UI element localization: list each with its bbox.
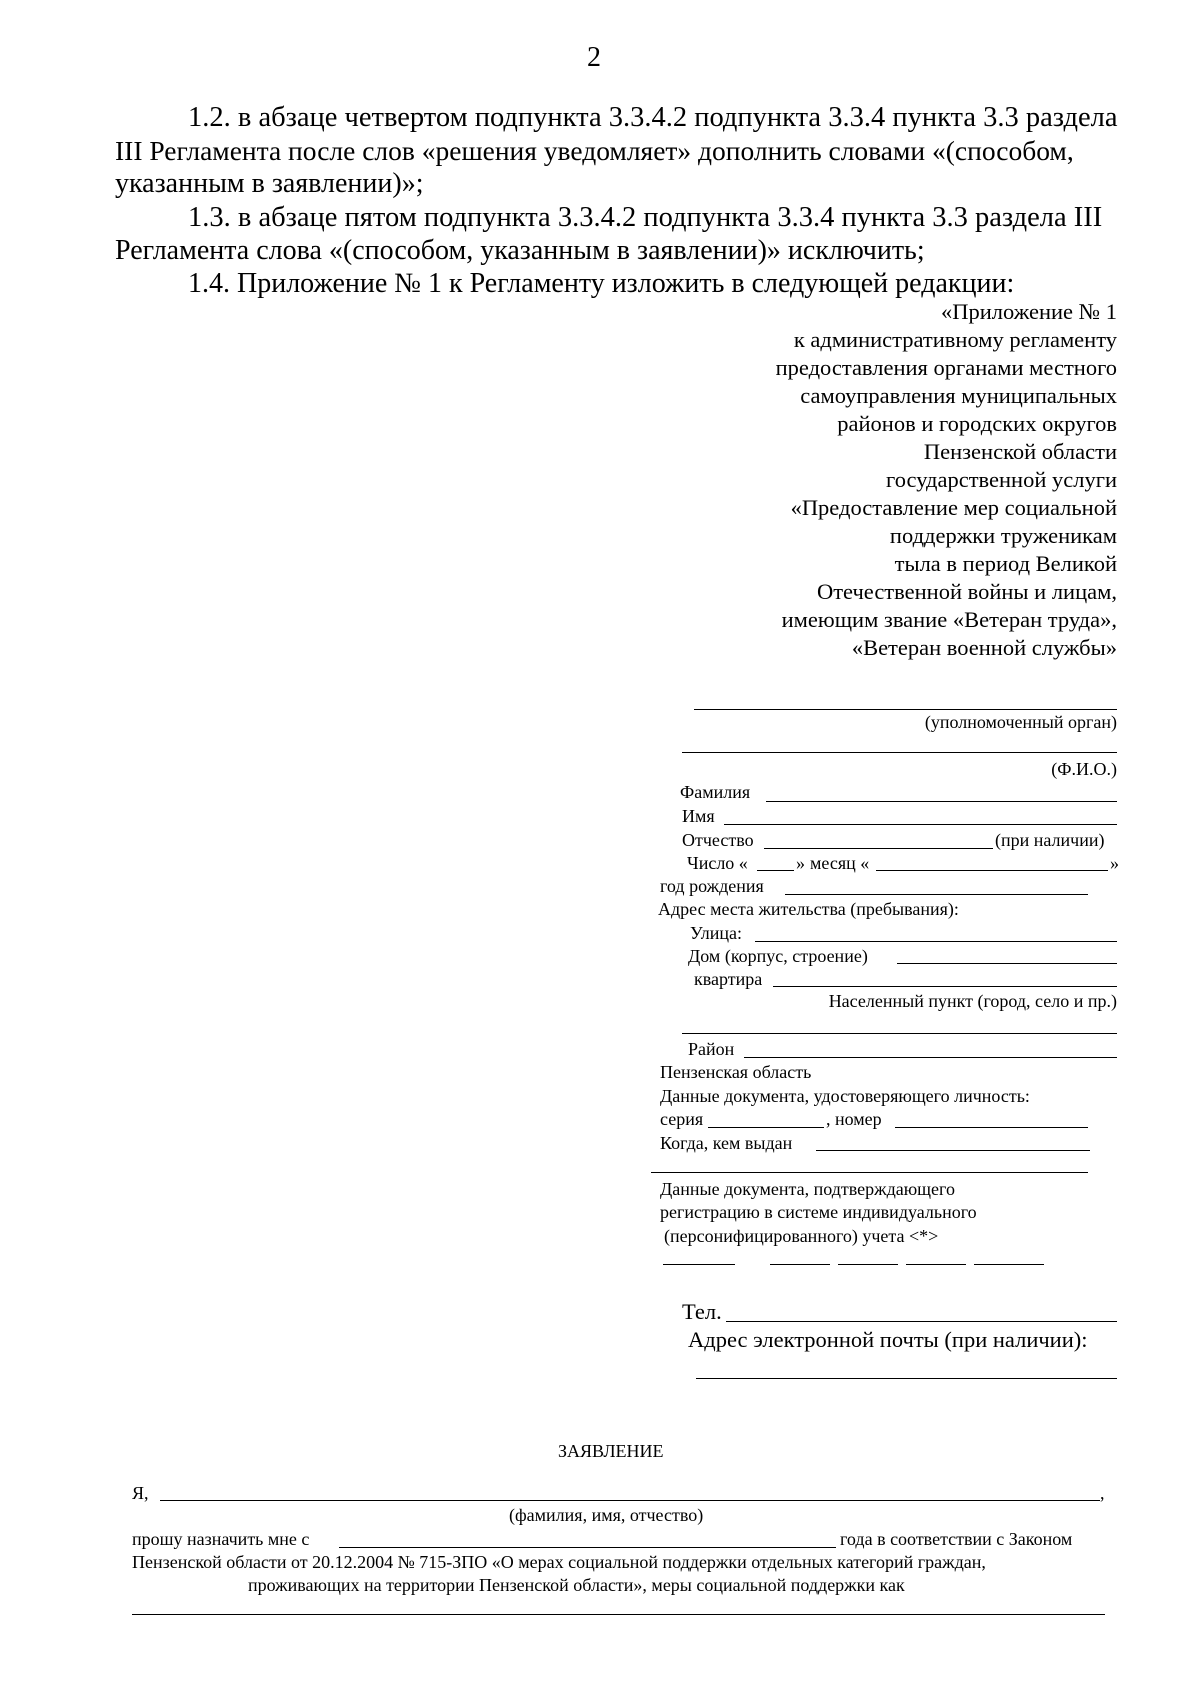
issued-field[interactable] [816, 1150, 1090, 1151]
number-label: , номер [826, 1109, 882, 1129]
region-label: Пензенская область [660, 1062, 812, 1082]
paragraph-1-2-line-2: III Регламента после слов «решения уведомляет» дополнить словами «(способом, [115, 135, 1074, 166]
law-reference-line-1: Пензенской области от 20.12.2004 № 715-ЗПО «О мерах социальной поддержки отдельных категорий граждан, [132, 1552, 986, 1572]
series-label: серия [660, 1109, 704, 1129]
appendix-header-line: предоставления органами местного [775, 355, 1117, 380]
paragraph-1-3-line-1: 1.3. в абзаце пятом подпункта 3.3.4.2 подпункта 3.3.4 пункта 3.3 раздела III [188, 202, 1103, 233]
applicant-fio-field[interactable] [160, 1500, 1100, 1501]
name-field[interactable] [724, 824, 1117, 825]
appendix-header-line: тыла в период Великой [894, 551, 1117, 576]
appendix-header-line: Пензенской области [923, 439, 1117, 464]
street-label: Улица: [690, 923, 742, 943]
snils-header-line-1: Данные документа, подтверждающего [660, 1179, 955, 1199]
page-number: 2 [587, 42, 601, 73]
applicant-comma: , [1100, 1483, 1105, 1503]
appendix-header-line: имеющим звание «Ветеран труда», [781, 607, 1117, 632]
snils-header-line-3: (персонифицированного) учета <*> [664, 1226, 939, 1246]
snils-field-2[interactable] [770, 1264, 830, 1265]
patronymic-field[interactable] [764, 848, 993, 849]
appendix-header-line: самоуправления муниципальных [800, 383, 1117, 408]
address-header: Адрес места жительства (пребывания): [658, 899, 959, 919]
apartment-label: квартира [694, 969, 763, 989]
phone-label: Тел. [682, 1299, 722, 1324]
snils-header-line-2: регистрацию в системе индивидуального [660, 1202, 977, 1222]
district-label: Район [688, 1039, 735, 1059]
applicant-label: Я, [132, 1483, 149, 1503]
birth-day-close-quote: » [796, 853, 805, 873]
appendix-header-line: Отечественной войны и лицам, [816, 579, 1117, 604]
request-start: прошу назначить мне с [132, 1529, 310, 1549]
series-field[interactable] [708, 1127, 824, 1128]
surname-field[interactable] [766, 801, 1117, 802]
birth-day-label: Число « [687, 853, 748, 873]
id-document-header: Данные документа, удостоверяющего личность: [660, 1086, 1030, 1106]
paragraph-1-2-line-3: указанным в заявлении)»; [115, 168, 424, 199]
start-date-field[interactable] [339, 1547, 836, 1548]
appendix-header-line: к административному регламенту [793, 327, 1117, 352]
snils-field-5[interactable] [974, 1264, 1044, 1265]
category-field[interactable] [132, 1614, 1105, 1615]
authority-caption: (уполномоченный орган) [924, 712, 1117, 732]
statement-title: ЗАЯВЛЕНИЕ [558, 1441, 664, 1461]
birth-month-field[interactable] [876, 870, 1108, 871]
email-field[interactable] [696, 1378, 1117, 1379]
paragraph-1-2-line-1: 1.2. в абзаце четвертом подпункта 3.3.4.2 подпункта 3.3.4 пункта 3.3 раздела [188, 102, 1118, 133]
birth-year-label: год рождения [660, 876, 764, 896]
fio-blank[interactable] [682, 752, 1117, 753]
name-label: Имя [682, 806, 715, 826]
appendix-header-line: поддержки труженикам [889, 523, 1117, 548]
fio-caption: (Ф.И.О.) [1051, 759, 1117, 779]
patronymic-if-any: (при наличии) [995, 830, 1105, 850]
street-field[interactable] [755, 941, 1117, 942]
appendix-header-line: «Ветеран военной службы» [851, 635, 1117, 660]
applicant-fio-caption: (фамилия, имя, отчество) [509, 1505, 704, 1525]
appendix-header-line: государственной услуги [886, 467, 1117, 492]
settlement-field[interactable] [682, 1033, 1117, 1034]
birth-month-label: месяц « [810, 853, 870, 873]
snils-field-1[interactable] [663, 1264, 735, 1265]
phone-field[interactable] [726, 1321, 1117, 1322]
house-field[interactable] [897, 963, 1117, 964]
request-end: года в соответствии с Законом [840, 1529, 1073, 1549]
issued-label: Когда, кем выдан [660, 1133, 793, 1153]
birth-year-field[interactable] [785, 894, 1088, 895]
snils-field-4[interactable] [906, 1264, 966, 1265]
apartment-field[interactable] [773, 986, 1117, 987]
birth-day-field[interactable] [757, 870, 794, 871]
surname-label: Фамилия [680, 782, 751, 802]
appendix-header-line: «Предоставление мер социальной [790, 495, 1117, 520]
birth-month-close-quote: » [1110, 853, 1119, 873]
authority-blank[interactable] [694, 709, 1117, 710]
appendix-header-line: «Приложение № 1 [941, 299, 1117, 324]
snils-field-3[interactable] [838, 1264, 898, 1265]
paragraph-1-4: 1.4. Приложение № 1 к Регламенту изложить в следующей редакции: [188, 268, 1015, 299]
issued-field-continued[interactable] [651, 1172, 1088, 1173]
house-label: Дом (корпус, строение) [688, 946, 868, 966]
settlement-caption: Населенный пункт (город, село и пр.) [828, 991, 1117, 1011]
paragraph-1-3-line-2: Регламента слова «(способом, указанным в заявлении)» исключить; [115, 235, 925, 266]
email-label: Адрес электронной почты (при наличии): [688, 1327, 1088, 1352]
patronymic-label: Отчество [682, 830, 754, 850]
appendix-header-line: районов и городских округов [837, 411, 1117, 436]
law-reference-line-2: проживающих на территории Пензенской области», меры социальной поддержки как [248, 1575, 905, 1595]
number-field[interactable] [895, 1127, 1088, 1128]
district-field[interactable] [744, 1057, 1117, 1058]
